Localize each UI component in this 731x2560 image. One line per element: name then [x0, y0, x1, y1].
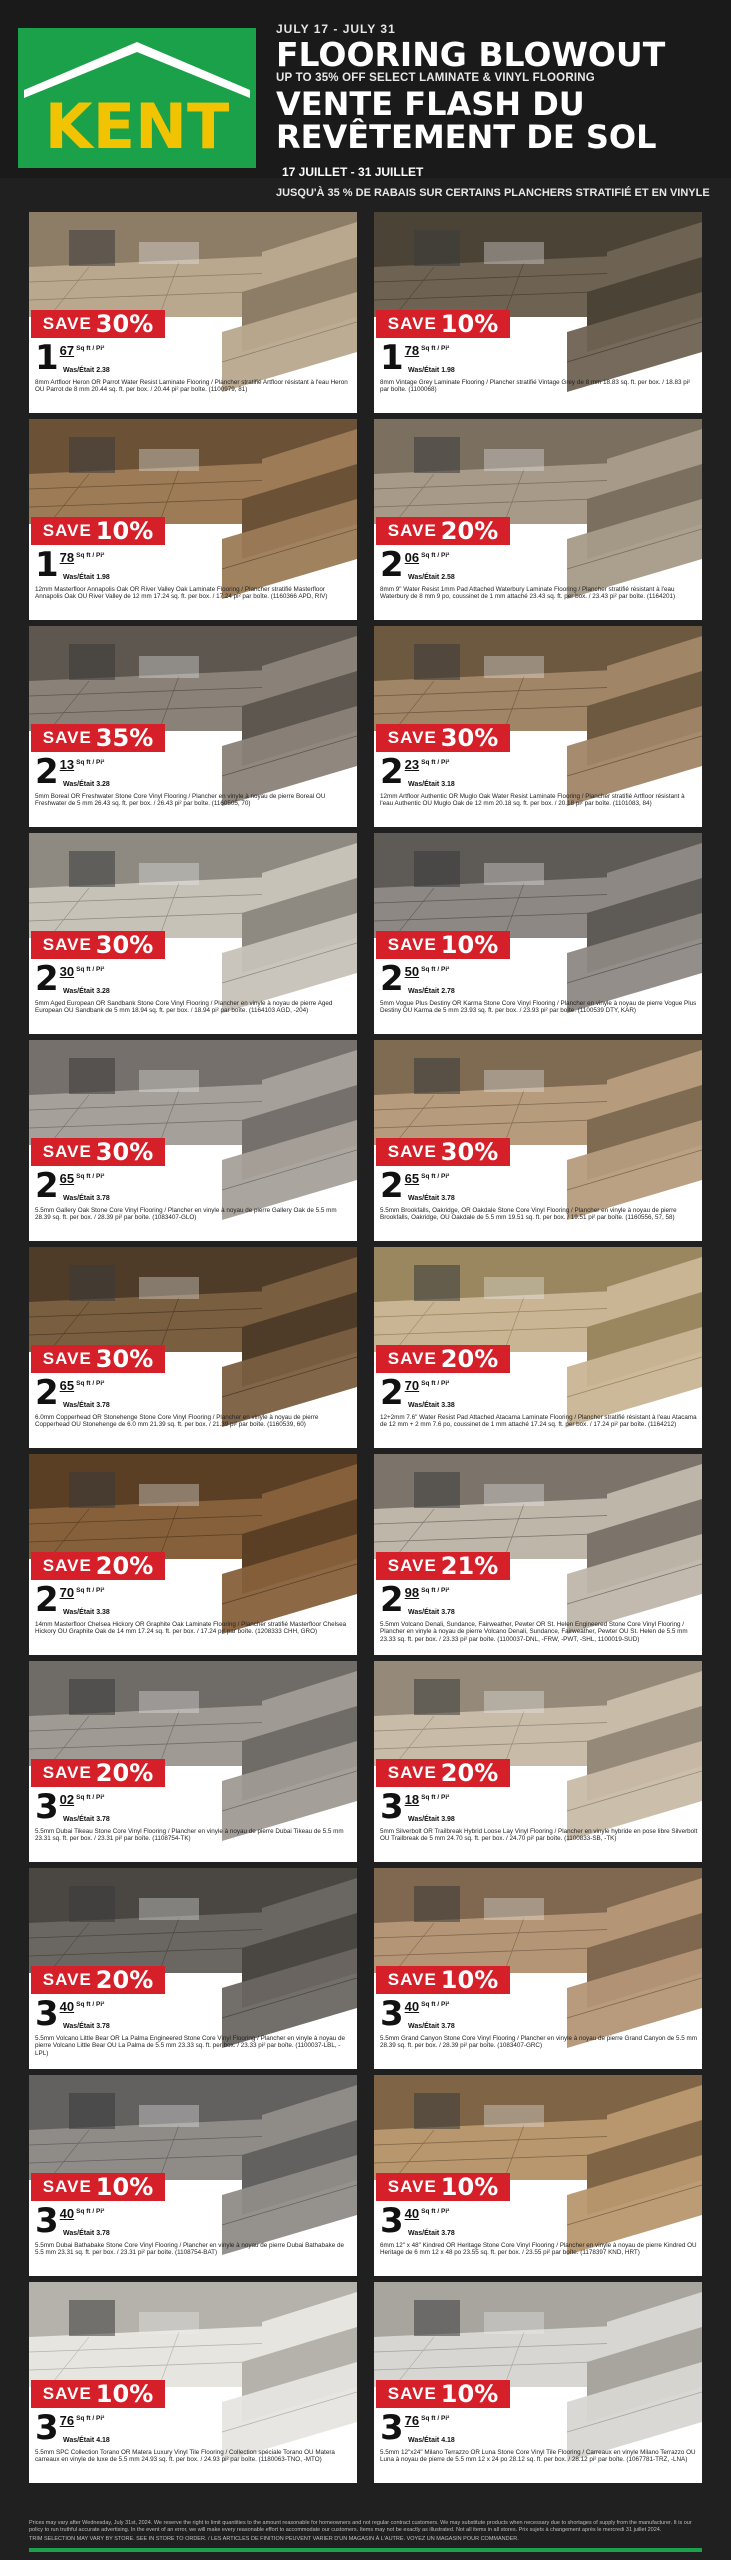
- product-description: 6.0mm Copperhead OR Stonehenge Stone Core Vinyl Flooring / Plancher en vinyle à noyau de pierre Copperhead OU Stonehenge de 6.0 mm 21.39 sq. ft. per box. / 21.39 pi² par boîte. (1160539, 60): [35, 1414, 319, 1429]
- was-prefix: Was/Était: [408, 2437, 440, 2444]
- price-unit: Sq ft / Pi²: [421, 2001, 450, 2008]
- was-value: 3.78: [96, 1195, 110, 1202]
- price-dollars: 2: [380, 1166, 404, 1206]
- price-unit: Sq ft / Pi²: [76, 1587, 105, 1594]
- price-dollars: 2: [380, 545, 404, 585]
- save-label: SAVE: [387, 521, 437, 540]
- sale-badge: [376, 1138, 510, 1166]
- save-label: SAVE: [42, 1349, 92, 1368]
- price-unit: Sq ft / Pi²: [421, 759, 450, 766]
- save-percent: 30%: [95, 310, 154, 338]
- sale-badge: [31, 1138, 165, 1166]
- was-price: [408, 1402, 455, 1409]
- price-dollars: 2: [35, 1580, 59, 1620]
- price-dollars: 2: [380, 1580, 404, 1620]
- price-cents: 40: [59, 2206, 75, 2221]
- was-prefix: Was/Était: [63, 1402, 95, 1409]
- was-value: 3.78: [441, 1609, 455, 1616]
- product-description: 5.5mm Volcano Denali, Sundance, Fairweather, Pewter OR St. Helen Engineered Stone Core Vinyl Flooring / Plancher en vinyle à noyau de pierre Volcano Denali, Sundance, Fairweather, Pewter OU St. Helen de 5.5 mm 23.33 sq. ft. per box. / 23.33 pi² par boîte. (1100037-DNL, -FRW, -PWT, -SHL, 1100019-SUD): [380, 1621, 688, 1643]
- was-prefix: Was/Était: [63, 781, 95, 788]
- was-price: [63, 574, 110, 581]
- price-cents: 65: [59, 1378, 75, 1393]
- save-label: SAVE: [387, 314, 437, 333]
- was-price: [63, 1195, 110, 1202]
- was-prefix: Was/Était: [63, 1816, 95, 1823]
- flyer-header: [0, 0, 731, 199]
- product-description: 12mm Artfloor Authentic OR Muglo Oak Water Resist Laminate Flooring / Plancher stratifié Artfloor résistant à l'eau Authentic OU Muglo Oak de 12 mm 20.18 sq. ft. per box. / 20.18 pi² par boîte. (1101083, 84): [380, 793, 685, 808]
- kent-logo: [18, 28, 256, 168]
- price-cents: 65: [59, 1171, 75, 1186]
- was-price: [63, 1609, 110, 1616]
- subtitle-en: UP TO 35% OFF SELECT LAMINATE & VINYL FLOORING: [276, 72, 595, 84]
- save-percent: 30%: [95, 931, 154, 959]
- was-prefix: Was/Était: [408, 574, 440, 581]
- save-percent: 10%: [440, 2380, 499, 2408]
- product-card: [374, 2282, 702, 2483]
- dates-fr: 17 JUILLET - 31 JUILLET: [282, 164, 424, 179]
- footer-terms: Prices may vary after Wednesday, July 31st, 2024. We reserve the right to limit quantities to the amount reasonable for homeowners and not regular contract customers. We may substitute products when necessary due to shortages of supply from the manufacturer. It is our policy to run truthful accurate advertising. In the event of an error, we will make every reasonable effort to accommodate our customers. Items may not be exactly as illustrated. Not all items in all stores. Prix sujets à changement après le mercredi 31 juillet 2024.: [29, 2520, 692, 2533]
- price-dollars: 3: [35, 1787, 59, 1827]
- sale-badge: [376, 1759, 510, 1787]
- was-value: 3.78: [441, 2230, 455, 2237]
- price-dollars: 2: [380, 752, 404, 792]
- save-label: SAVE: [387, 1970, 437, 1989]
- price-unit: Sq ft / Pi²: [76, 345, 105, 352]
- save-percent: 20%: [95, 1966, 154, 1994]
- was-price: [408, 781, 455, 788]
- was-price: [408, 1609, 455, 1616]
- was-value: 4.18: [96, 2437, 110, 2444]
- was-value: 3.78: [96, 1402, 110, 1409]
- price-dollars: 2: [35, 1373, 59, 1413]
- save-percent: 21%: [440, 1552, 499, 1580]
- was-price: [63, 367, 110, 374]
- was-value: 3.78: [96, 1816, 110, 1823]
- save-label: SAVE: [387, 1556, 437, 1575]
- product-description: 8mm Vintage Grey Laminate Flooring / Plancher stratifié Vintage Grey de 8 mm 18.83 sq. ft. per box. / 18.83 pi² par boîte. (1100068): [380, 379, 691, 394]
- sale-badge: [31, 1759, 165, 1787]
- price-cents: 40: [404, 2206, 420, 2221]
- save-label: SAVE: [42, 2177, 92, 2196]
- price-unit: Sq ft / Pi²: [76, 966, 105, 973]
- product-card: [29, 1040, 357, 1241]
- save-percent: 10%: [440, 931, 499, 959]
- save-label: SAVE: [387, 1142, 437, 1161]
- save-label: SAVE: [42, 2384, 92, 2403]
- save-label: SAVE: [42, 314, 92, 333]
- product-description: 5.5mm Grand Canyon Stone Core Vinyl Flooring / Plancher en vinyle à noyau de pierre Grand Canyon de 5.5 mm 28.39 sq. ft. per box. / 28.39 pi² par boîte. (1083407-GRC): [380, 2035, 697, 2050]
- price-dollars: 3: [35, 2201, 59, 2241]
- was-price: [408, 367, 455, 374]
- product-card: [374, 1040, 702, 1241]
- price-cents: 76: [404, 2413, 420, 2428]
- price-cents: 02: [59, 1792, 75, 1807]
- price-dollars: 1: [35, 545, 59, 585]
- price-dollars: 2: [380, 959, 404, 999]
- product-card: [374, 833, 702, 1034]
- was-value: 3.18: [441, 781, 455, 788]
- was-value: 1.98: [96, 574, 110, 581]
- footer-note: TRIM SELECTION MAY VARY BY STORE. SEE IN STORE TO ORDER. / LES ARTICLES DE FINITION PEUVENT VARIER D'UN MAGASIN À L'AUTRE. VOYEZ UN MAGASIN POUR COMMANDER.: [29, 2536, 519, 2542]
- price-unit: Sq ft / Pi²: [76, 2208, 105, 2215]
- price-cents: 40: [59, 1999, 75, 2014]
- was-price: [408, 988, 455, 995]
- price-cents: 50: [404, 964, 420, 979]
- price-unit: Sq ft / Pi²: [421, 1380, 450, 1387]
- sale-badge: [376, 931, 510, 959]
- product-card: [29, 212, 357, 413]
- price-unit: Sq ft / Pi²: [421, 1587, 450, 1594]
- save-percent: 30%: [95, 1138, 154, 1166]
- was-price: [63, 2023, 110, 2030]
- price-dollars: 2: [35, 959, 59, 999]
- price-dollars: 3: [380, 1787, 404, 1827]
- sale-badge: [31, 517, 165, 545]
- was-prefix: Was/Était: [63, 2437, 95, 2444]
- was-prefix: Was/Était: [408, 2230, 440, 2237]
- was-value: 3.28: [96, 781, 110, 788]
- product-card: [29, 1661, 357, 1862]
- product-card: [374, 1868, 702, 2069]
- was-prefix: Was/Était: [63, 2230, 95, 2237]
- product-description: 5.5mm SPC Collection Torano OR Matera Luxury Vinyl Tile Flooring / Collection spéciale Torano OU Matera carreaux en vinyle de luxe de 5.5 mm 24.93 sq. ft. per box. / 24.93 pi² par boîte. (1180063-TNO, -MTO): [35, 2449, 335, 2464]
- was-price: [63, 781, 110, 788]
- product-description: 5.5mm Brookfalls, Oakridge, OR Oakdale Stone Core Vinyl Flooring / Plancher en vinyle à noyau de pierre Brookfalls, Oakridge, OU Oakdale de 5.5 mm 19.51 sq. ft. per box. / 19.51 pi² par boîte. (1160556, 57, 58): [380, 1207, 677, 1222]
- was-value: 3.78: [441, 1195, 455, 1202]
- product-description: 8mm 9" Water Resist 1mm Pad Attached Waterbury Laminate Flooring / Plancher stratifié résistant à l'eau Waterbury de 8 mm 9 po, coussinet de 1 mm attaché 23.43 sq. ft. per box. / 23.43 pi² par boîte. (1164201): [380, 586, 676, 601]
- price-cents: 06: [404, 550, 420, 565]
- save-label: SAVE: [42, 521, 92, 540]
- price-unit: Sq ft / Pi²: [421, 1173, 450, 1180]
- product-card: [374, 1247, 702, 1448]
- product-description: 5mm Aged European OR Sandbank Stone Core Vinyl Flooring / Plancher en vinyle à noyau de pierre Aged European OU Sandbank de 5 mm 18.94 sq. ft. per box. / 18.94 pi² par boîte. (1164103 AGD, -204): [35, 1000, 333, 1015]
- save-label: SAVE: [42, 1763, 92, 1782]
- sale-badge: [31, 1552, 165, 1580]
- sale-badge: [31, 1345, 165, 1373]
- was-price: [63, 1402, 110, 1409]
- price-dollars: 1: [380, 338, 404, 378]
- was-value: 2.38: [96, 367, 110, 374]
- product-card: [374, 212, 702, 413]
- was-prefix: Was/Était: [408, 1816, 440, 1823]
- was-price: [408, 2230, 455, 2237]
- save-percent: 30%: [95, 1345, 154, 1373]
- product-card: [374, 1454, 702, 1655]
- save-percent: 10%: [95, 2173, 154, 2201]
- save-percent: 20%: [440, 517, 499, 545]
- product-description: 5.5mm Dubai Bathabake Stone Core Vinyl Flooring / Plancher en vinyle à noyau de pierre Dubai Bathabake de 5.5 mm 23.31 sq. ft. per box. / 23.31 pi² par boîte. (1108754-BAT): [35, 2242, 344, 2257]
- was-prefix: Was/Était: [63, 574, 95, 581]
- sale-badge: [31, 2380, 165, 2408]
- save-label: SAVE: [387, 1349, 437, 1368]
- price-cents: 40: [404, 1999, 420, 2014]
- price-cents: 70: [59, 1585, 75, 1600]
- product-card: [374, 419, 702, 620]
- product-description: 5mm Silverbolt OR Trailbreak Hybrid Loose Lay Vinyl Flooring / Plancher en vinyle hybride en pose libre Silverbolt OU Trailbreak de 5 mm 24.70 sq. ft. per box. / 24.70 pi² par boîte. (1100833-SB, -TK): [380, 1828, 698, 1843]
- was-prefix: Was/Était: [63, 2023, 95, 2030]
- was-value: 1.98: [441, 367, 455, 374]
- price-dollars: 2: [380, 1373, 404, 1413]
- price-unit: Sq ft / Pi²: [421, 966, 450, 973]
- save-label: SAVE: [42, 1970, 92, 1989]
- was-prefix: Was/Était: [408, 2023, 440, 2030]
- price-unit: Sq ft / Pi²: [76, 552, 105, 559]
- price-cents: 23: [404, 757, 420, 772]
- product-description: 6mm 12" x 48" Kindred OR Heritage Stone Core Vinyl Flooring / Plancher en vinyle à noyau de pierre Kindred OU Heritage de 6 mm 12 x 48 po 23.55 sq. ft. per box. / 23.55 pi² par boîte. (1178397 KND, HRT): [380, 2242, 697, 2257]
- was-prefix: Was/Était: [408, 781, 440, 788]
- sale-badge: [376, 1552, 510, 1580]
- product-card: [29, 419, 357, 620]
- save-percent: 10%: [95, 517, 154, 545]
- price-dollars: 3: [35, 2408, 59, 2448]
- price-cents: 13: [59, 757, 75, 772]
- sale-badge: [31, 2173, 165, 2201]
- product-description: 8mm Artfloor Heron OR Parrot Water Resist Laminate Flooring / Plancher stratifié Artfloor résistant à l'eau Heron OU Parrot de 8 mm 20.44 sq. ft. per box. / 20.44 pi² par boîte. (1100979, 81): [35, 379, 348, 394]
- title-fr-wrap: [276, 85, 726, 187]
- price-unit: Sq ft / Pi²: [421, 1794, 450, 1801]
- product-description: 5.5mm Volcano Little Bear OR La Palma Engineered Stone Core Vinyl Flooring / Plancher en vinyle à noyau de pierre Volcano Little Bear OU La Palma de 5.5 mm 23.33 sq. ft. per box. / 23.33 pi² par boîte. (1100037-LBL, -LPL): [35, 2035, 346, 2057]
- was-value: 2.58: [441, 574, 455, 581]
- price-unit: Sq ft / Pi²: [76, 2001, 105, 2008]
- price-unit: Sq ft / Pi²: [76, 759, 105, 766]
- save-percent: 10%: [440, 310, 499, 338]
- title-en: FLOORING BLOWOUT: [276, 35, 666, 74]
- footer: [29, 2520, 702, 2542]
- save-label: SAVE: [42, 1142, 92, 1161]
- was-price: [408, 2437, 455, 2444]
- price-cents: 18: [404, 1792, 420, 1807]
- save-percent: 30%: [440, 724, 499, 752]
- was-prefix: Was/Était: [63, 1195, 95, 1202]
- sale-badge: [376, 2380, 510, 2408]
- price-dollars: 2: [35, 1166, 59, 1206]
- was-prefix: Was/Était: [408, 367, 440, 374]
- was-value: 3.38: [441, 1402, 455, 1409]
- dates-en: JULY 17 - JULY 31: [276, 22, 396, 36]
- price-cents: 98: [404, 1585, 420, 1600]
- price-unit: Sq ft / Pi²: [421, 2415, 450, 2422]
- was-value: 3.78: [96, 2230, 110, 2237]
- product-card: [29, 833, 357, 1034]
- was-value: 2.78: [441, 988, 455, 995]
- was-value: 3.28: [96, 988, 110, 995]
- was-price: [408, 1195, 455, 1202]
- save-label: SAVE: [387, 2177, 437, 2196]
- save-percent: 10%: [95, 2380, 154, 2408]
- was-price: [408, 574, 455, 581]
- price-unit: Sq ft / Pi²: [421, 552, 450, 559]
- sale-badge: [376, 1345, 510, 1373]
- product-card: [29, 2282, 357, 2483]
- price-unit: Sq ft / Pi²: [76, 1173, 105, 1180]
- subtitle-fr: JUSQU'À 35 % DE RABAIS SUR CERTAINS PLANCHERS STRATIFIÉ ET EN VINYLE: [276, 187, 710, 199]
- product-description: 5.5mm Gallery Oak Stone Core Vinyl Flooring / Plancher en vinyle à noyau de pierre Gallery Oak de 5.5 mm 28.39 sq. ft. per box. / 28.39 pi² par boîte. (1083407-GLO): [35, 1207, 337, 1222]
- price-dollars: 3: [380, 1994, 404, 2034]
- product-description: 5.5mm Dubai Tikeau Stone Core Vinyl Flooring / Plancher en vinyle à noyau de pierre Dubai Tikeau de 5.5 mm 23.31 sq. ft. per box. / 23.31 pi² par boîte. (1108754-TK): [35, 1828, 344, 1843]
- save-percent: 35%: [95, 724, 154, 752]
- was-prefix: Was/Était: [408, 988, 440, 995]
- product-description: 5mm Boreal OR Freshwater Stone Core Vinyl Flooring / Plancher en vinyle à noyau de pierre Boreal OU Freshwater de 5 mm 26.43 sq. ft. per box. / 26.43 pi² par boîte. (1160505, 70): [35, 793, 326, 808]
- price-cents: 78: [404, 343, 420, 358]
- sale-badge: [31, 1966, 165, 1994]
- price-dollars: 3: [380, 2408, 404, 2448]
- was-value: 3.38: [96, 1609, 110, 1616]
- sale-badge: [376, 1966, 510, 1994]
- sale-badge: [376, 724, 510, 752]
- save-label: SAVE: [387, 935, 437, 954]
- was-price: [408, 1816, 455, 1823]
- price-cents: 70: [404, 1378, 420, 1393]
- price-dollars: 2: [35, 752, 59, 792]
- header-text: [276, 22, 726, 199]
- was-value: 3.98: [441, 1816, 455, 1823]
- price-unit: Sq ft / Pi²: [421, 345, 450, 352]
- product-card: [29, 1247, 357, 1448]
- price-dollars: 3: [35, 1994, 59, 2034]
- was-price: [63, 2437, 110, 2444]
- was-prefix: Was/Était: [63, 1609, 95, 1616]
- sale-badge: [31, 310, 165, 338]
- product-card: [29, 2075, 357, 2276]
- price-dollars: 1: [35, 338, 59, 378]
- title-fr: VENTE FLASH DU REVÊTEMENT DE SOL: [276, 85, 657, 156]
- save-percent: 10%: [440, 1966, 499, 1994]
- save-percent: 20%: [440, 1345, 499, 1373]
- product-description: 5mm Vogue Plus Destiny OR Karma Stone Core Vinyl Flooring / Plancher en vinyle à noyau de pierre Vogue Plus Destiny OU Karma de 5 mm 23.93 sq. ft. per box. / 23.93 pi² par boîte. (1100539 DTY, KAR): [380, 1000, 697, 1015]
- price-cents: 65: [404, 1171, 420, 1186]
- was-prefix: Was/Était: [408, 1609, 440, 1616]
- save-label: SAVE: [387, 728, 437, 747]
- was-prefix: Was/Était: [63, 988, 95, 995]
- save-label: SAVE: [387, 2384, 437, 2403]
- was-value: 3.78: [96, 2023, 110, 2030]
- was-price: [63, 988, 110, 995]
- save-percent: 10%: [440, 2173, 499, 2201]
- sale-badge: [31, 931, 165, 959]
- save-percent: 20%: [95, 1759, 154, 1787]
- price-unit: Sq ft / Pi²: [421, 2208, 450, 2215]
- price-unit: Sq ft / Pi²: [76, 1380, 105, 1387]
- product-description: 12+2mm 7.6" Water Resist Pad Attached Atacama Laminate Flooring / Plancher stratifié résistant à l'eau Atacama de 12 mm + 2 mm 7.6 po, coussinet de 1 mm attaché 17.24 sq. ft. per box. / 17.24 pi² par boîte. (1164212): [380, 1414, 697, 1429]
- product-card: [29, 1454, 357, 1655]
- was-price: [408, 2023, 455, 2030]
- save-label: SAVE: [42, 935, 92, 954]
- product-card: [374, 626, 702, 827]
- save-percent: 20%: [95, 1552, 154, 1580]
- sale-badge: [376, 310, 510, 338]
- save-label: SAVE: [387, 1763, 437, 1782]
- price-cents: 30: [59, 964, 75, 979]
- price-cents: 76: [59, 2413, 75, 2428]
- product-description: 12mm Masterfloor Annapolis Oak OR River Valley Oak Laminate Flooring / Plancher stratifié Masterfloor Annapolis Oak OU River Valley de 12 mm 17.24 sq. ft. per box. / 17.24 pi² par boîte. (1160366 APD, RIV): [35, 586, 328, 601]
- sale-badge: [31, 724, 165, 752]
- was-prefix: Was/Était: [408, 1402, 440, 1409]
- was-value: 3.78: [441, 2023, 455, 2030]
- price-unit: Sq ft / Pi²: [76, 1794, 105, 1801]
- product-card: [29, 626, 357, 827]
- sale-badge: [376, 517, 510, 545]
- save-percent: 30%: [440, 1138, 499, 1166]
- product-card: [29, 1868, 357, 2069]
- footer-bar: [29, 2548, 702, 2552]
- save-label: SAVE: [42, 1556, 92, 1575]
- product-card: [374, 2075, 702, 2276]
- was-price: [63, 2230, 110, 2237]
- was-value: 4.18: [441, 2437, 455, 2444]
- was-price: [63, 1816, 110, 1823]
- price-dollars: 3: [380, 2201, 404, 2241]
- product-card: [374, 1661, 702, 1862]
- save-label: SAVE: [42, 728, 92, 747]
- kent-logo-text: KENT: [44, 90, 230, 163]
- price-cents: 67: [59, 343, 75, 358]
- was-prefix: Was/Était: [408, 1195, 440, 1202]
- price-unit: Sq ft / Pi²: [76, 2415, 105, 2422]
- save-percent: 20%: [440, 1759, 499, 1787]
- was-prefix: Was/Était: [63, 367, 95, 374]
- product-description: 5.5mm 12"x24" Milano Terrazzo OR Luna Stone Core Vinyl Tile Flooring / Carreaux en vinyle Milano Terrazzo OU Luna à noyau de pierre de 5.5 mm 12 x 24 po 28.12 sq. ft. per box. / 28.12 pi² par boîte. (1067781-TRZ, -LNA): [380, 2449, 696, 2464]
- product-description: 14mm Masterfloor Chelsea Hickory OR Graphite Oak Laminate Flooring / Plancher stratifié Masterfloor Chelsea Hickory OU Graphite Oak de 14 mm 17.24 sq. ft. per box. / 17.24 pi² par boîte. (1208333 CHH, GRO): [35, 1621, 347, 1636]
- sale-badge: [376, 2173, 510, 2201]
- price-cents: 78: [59, 550, 75, 565]
